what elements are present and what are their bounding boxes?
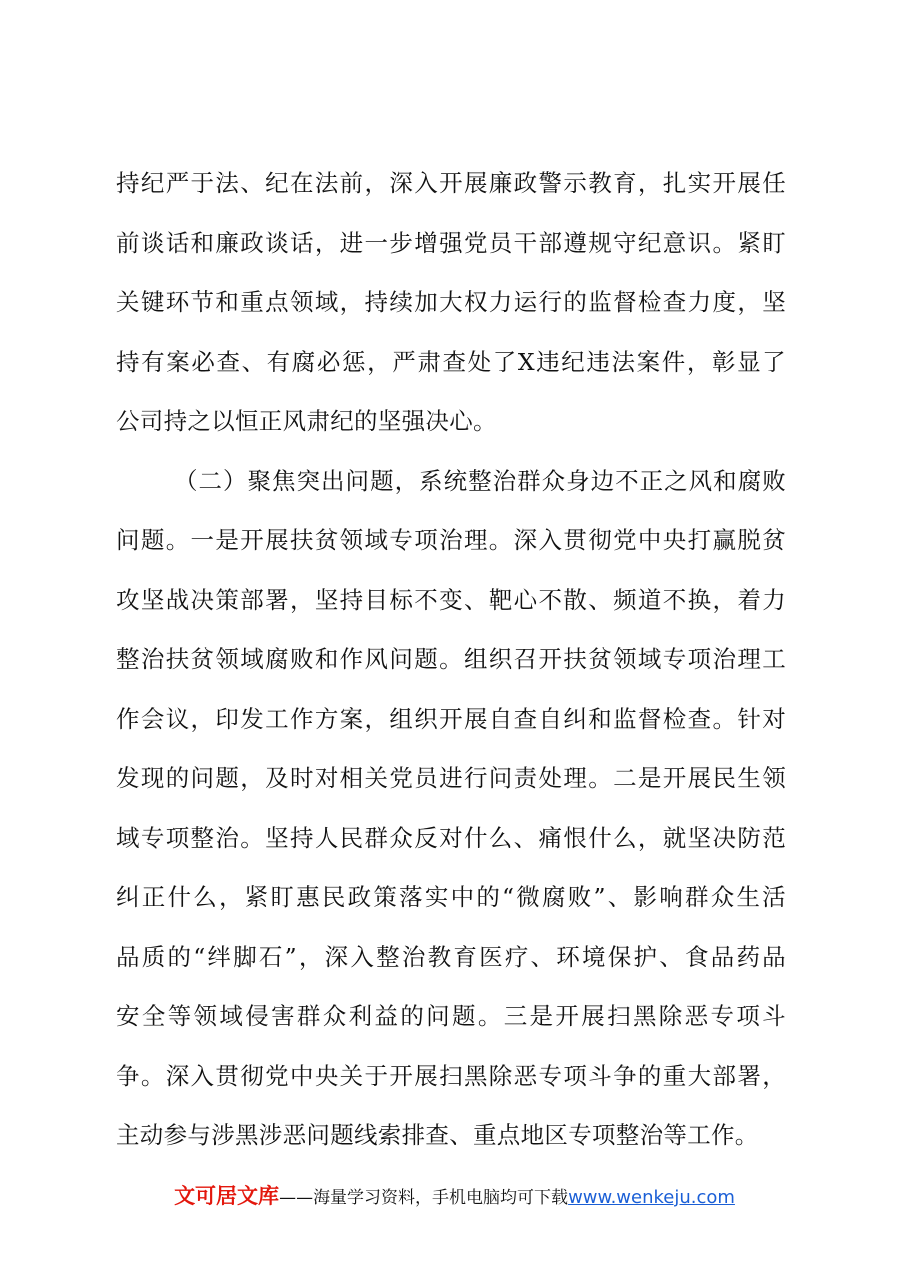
text-line: 整治扶贫领域腐败和作风问题。组织召开扶贫领域专项治理工 — [116, 645, 786, 673]
section-heading-line: （二）聚焦突出问题，系统整治群众身边不正之风和腐败 — [174, 466, 786, 495]
text-line: 持纪严于法、纪在法前，深入开展廉政警示教育，扎实开展任 — [116, 169, 786, 197]
text-line: 持有案必查、有腐必惩，严肃查处了X违纪违法案件，彰显了 — [116, 347, 786, 376]
text-line: 问题。一是开展扶贫领域专项治理。深入贯彻党中央打赢脱贫 — [116, 526, 786, 554]
text-line: 关键环节和重点领域，持续加大权力运行的监督检查力度，坚 — [116, 288, 786, 316]
text-line: 公司持之以恒正风肃纪的坚强决心。 — [116, 407, 497, 435]
footer-tagline: ——海量学习资料，手机电脑均可下载 — [279, 1188, 569, 1208]
text-line: 作会议，印发工作方案，组织开展自查自纠和监督检查。针对 — [116, 704, 786, 733]
text-line: 发现的问题，及时对相关党员进行问责处理。二是开展民生领 — [116, 764, 786, 792]
body-text — [116, 154, 786, 1166]
text-line: 纠正什么，紧盯惠民政策落实中的“微腐败”、影响群众生活 — [116, 883, 786, 911]
text-line: 攻坚战决策部署，坚持目标不变、靶心不散、频道不换，着力 — [116, 585, 786, 614]
text-line: 争。深入贯彻党中央关于开展扫黑除恶专项斗争的重大部署， — [116, 1061, 786, 1090]
text-line: 品质的“绊脚石”，深入整治教育医疗、环境保护、食品药品 — [116, 942, 786, 971]
text-line: 安全等领域侵害群众利益的问题。三是开展扫黑除恶专项斗 — [116, 1002, 786, 1030]
text-line: 主动参与涉黑涉恶问题线索排查、重点地区专项整治等工作。 — [116, 1121, 759, 1149]
footer-banner — [0, 1180, 909, 1210]
text-line: 前谈话和廉政谈话，进一步增强党员干部遵规守纪意识。紧盯 — [116, 228, 786, 257]
brand-name: 文可居文库 — [174, 1184, 280, 1208]
website-link[interactable]: www.wenkeju.com — [568, 1187, 735, 1208]
text-line: 域专项整治。坚持人民群众反对什么、痛恨什么，就坚决防范 — [116, 823, 786, 852]
